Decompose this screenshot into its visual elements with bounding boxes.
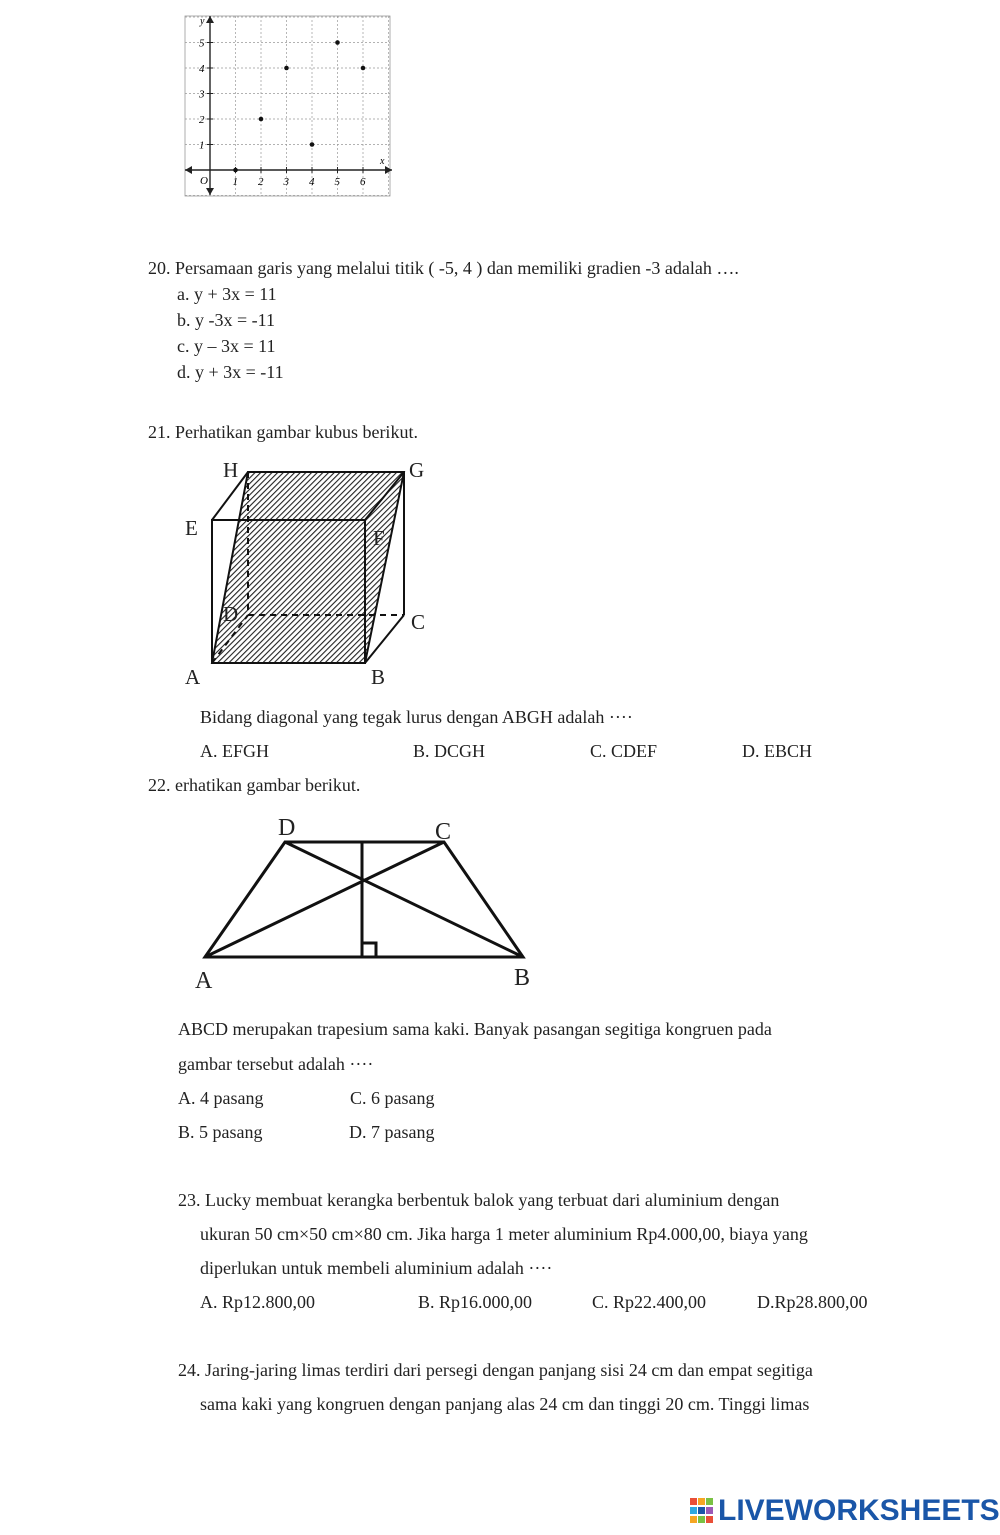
q23-line1: 23. Lucky membuat kerangka berbentuk balok yang terbuat dari aluminium dengan [178,1190,780,1210]
graph-grid [185,16,390,196]
graph-y-axis-label: y [200,16,205,27]
x-tick-label: 3 [283,176,289,188]
q22-option-a[interactable]: A. 4 pasang [178,1088,264,1108]
q21-option-b[interactable]: B. DCGH [413,741,486,761]
cube-label-h: H [223,458,239,482]
cube-label-e: E [185,516,198,540]
q21-option-d[interactable]: D. EBCH [742,741,813,761]
trap-label-d: D [278,815,296,841]
graph-axes [185,16,392,195]
trap-label-c: C [435,819,452,845]
x-tick-label: 4 [309,176,315,188]
cube-label-g: G [409,458,425,482]
q21-prompt: Bidang diagonal yang tegak lurus dengan ABGH adalah ···· [200,707,633,727]
trap-label-a: A [195,968,213,994]
diagonal-ac [205,842,444,957]
diagonal-bd [285,842,523,957]
q23-option-b[interactable]: B. Rp16.000,00 [418,1292,533,1312]
cube-label-a: A [185,665,201,689]
graph-x-axis-label: x [380,156,385,167]
trapezoid-abcd [205,842,523,957]
q20-option-b[interactable]: b. y -3x = -11 [177,310,275,330]
graph-points [233,40,365,172]
q22-option-c[interactable]: C. 6 pasang [350,1088,435,1108]
q21-option-c[interactable]: C. CDEF [590,741,658,761]
q22-prompt-line2: gambar tersebut adalah ···· [178,1054,374,1074]
graph-point [310,142,315,147]
q24-line1: 24. Jaring-jaring limas terdiri dari persegi dengan panjang sisi 24 cm dan empat segitiga [178,1360,813,1380]
plane-abgh [212,472,404,663]
coordinate-graph [180,12,395,202]
right-angle-marker [362,943,376,957]
cube-label-b: B [371,665,386,689]
cube-label-c: C [411,610,426,634]
graph-point [233,168,238,173]
y-tick-label: 5 [199,37,205,50]
graph-point [284,66,289,71]
cube-label-d: D [223,602,239,626]
graph-frame [185,16,390,196]
q23-option-c[interactable]: C. Rp22.400,00 [592,1292,707,1312]
q20-option-c[interactable]: c. y – 3x = 11 [177,336,276,356]
y-tick-label: 3 [199,88,205,101]
graph-point [335,40,340,45]
q23-option-a[interactable]: A. Rp12.800,00 [200,1292,316,1312]
y-tick-label: 4 [199,63,205,75]
q20-question: 20. Persamaan garis yang melalui titik ( -5, 4 ) dan memiliki gradien -3 adalah …. [148,258,739,278]
trapezoid-figure [190,810,540,995]
q23-line3: diperlukan untuk membeli aluminium adalah ···· [200,1258,553,1278]
x-tick-label: 5 [334,176,340,188]
q20-option-d[interactable]: d. y + 3x = -11 [177,362,284,382]
graph-point [361,66,366,71]
q22-question: 22. erhatikan gambar berikut. [148,775,361,795]
graph-point [259,117,264,122]
cube-label-f: F [373,526,385,550]
liveworksheets-logo[interactable] [690,1494,1000,1528]
cube-figure [175,450,465,695]
q24-line2: sama kaki yang kongruen dengan panjang alas 24 cm dan tinggi 20 cm. Tinggi limas [200,1394,810,1414]
q21-option-a[interactable]: A. EFGH [200,741,270,761]
y-tick-label: 1 [199,139,205,152]
x-tick-label: 1 [232,176,238,188]
y-tick-label: 2 [199,114,205,126]
liveworksheets-logo-icon [690,1498,714,1524]
x-tick-label: 6 [360,176,366,188]
q20-option-a[interactable]: a. y + 3x = 11 [177,284,277,304]
q23-line2: ukuran 50 cm×50 cm×80 cm. Jika harga 1 meter aluminium Rp4.000,00, biaya yang [200,1224,808,1244]
q21-question: 21. Perhatikan gambar kubus berikut. [148,422,418,442]
graph-origin-label: O [200,175,208,187]
q23-option-d[interactable]: D.Rp28.800,00 [757,1292,868,1312]
q22-option-b[interactable]: B. 5 pasang [178,1122,263,1142]
trap-label-b: B [514,965,531,991]
liveworksheets-brand-text: LIVEWORKSHEETS [718,1494,1000,1527]
graph-ticks [198,38,366,189]
q22-prompt-line1: ABCD merupakan trapesium sama kaki. Banyak pasangan segitiga kongruen pada [178,1019,772,1039]
q22-option-d[interactable]: D. 7 pasang [349,1122,435,1142]
x-tick-label: 2 [258,176,264,188]
